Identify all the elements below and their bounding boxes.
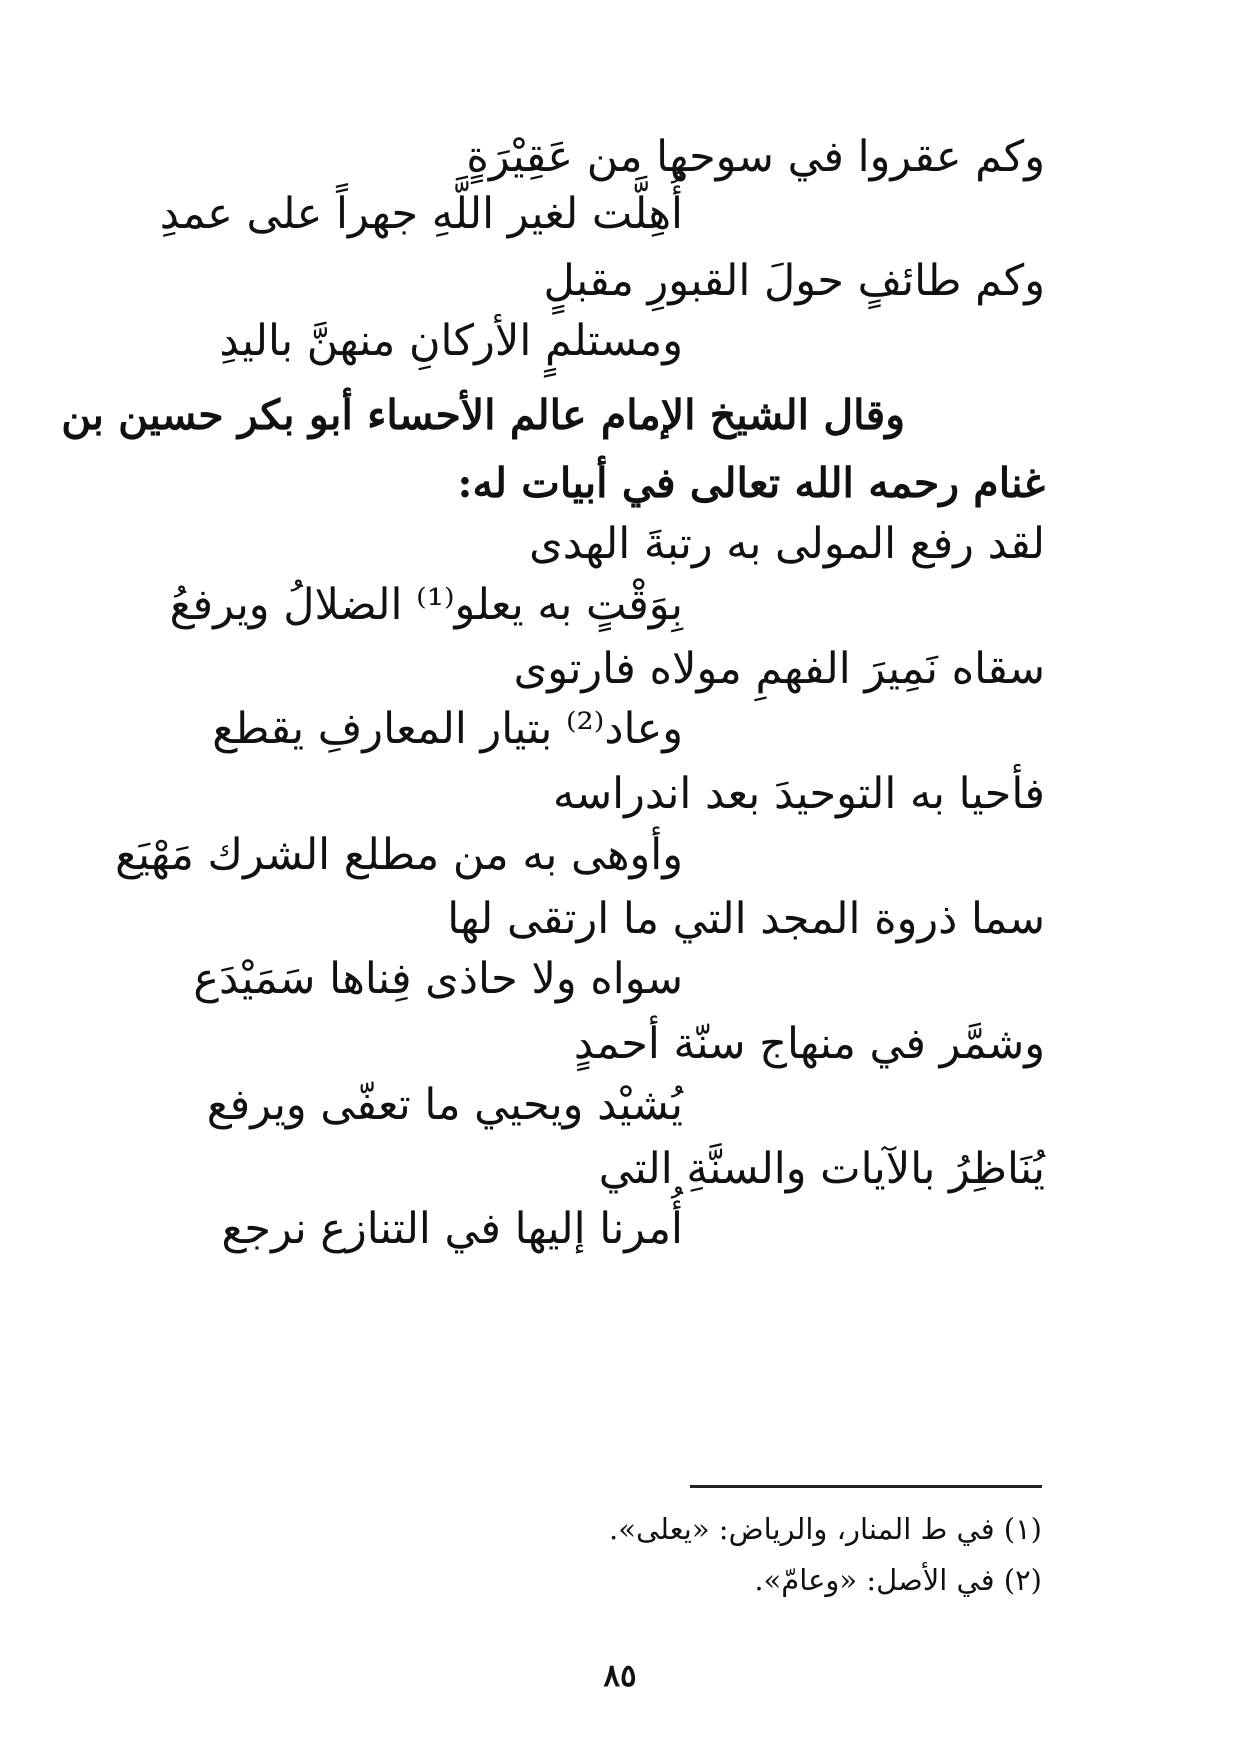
poem1-line-4: ومستلمٍ الأركانِ منهنَّ باليدِ	[219, 316, 683, 366]
prose-line-1: وقال الشيخ الإمام عالم الأحساء أبو بكر حسين بن	[61, 391, 905, 439]
poem2-line-11: يُنَاظِرُ بالآيات والسنَّةِ التي	[598, 1144, 1045, 1194]
poem2-line-9: وشمَّر في منهاج سنّة أحمدٍ	[573, 1019, 1045, 1069]
poem2-line-5: فأحيا به التوحيدَ بعد اندراسه	[553, 769, 1045, 819]
poem2-line-4: وعاد⁽²⁾ بتيار المعارفِ يقطع	[212, 704, 683, 754]
poem2-line-12: أُمرنا إليها في التنازع نرجع	[221, 1204, 683, 1254]
footnote-1: (١) في ط المنار، والرياض: «يعلى».	[609, 1512, 1042, 1546]
poem1-line-2: أُهِلَّت لغير اللَّهِ جهراً على عمدِ	[159, 189, 683, 239]
poem2-line-1: لقد رفع المولى به رتبةَ الهدى	[529, 519, 1045, 569]
footnote-2: (٢) في الأصل: «وعامّ».	[754, 1563, 1042, 1597]
page-number: ٨٥	[603, 1658, 637, 1694]
poem1-line-3: وكم طائفٍ حولَ القبورِ مقبلٍ	[543, 256, 1045, 306]
poem2-line-3: سقاه نَمِيرَ الفهمِ مولاه فارتوى	[513, 644, 1045, 694]
poem2-line-2: بِوَقْتٍ به يعلو⁽¹⁾ الضلالُ ويرفعُ	[169, 580, 683, 630]
poem2-line-7: سما ذروة المجد التي ما ارتقى لها	[447, 894, 1045, 944]
poem2-line-6: وأوهى به من مطلع الشرك مَهْيَع	[115, 830, 683, 880]
footnote-divider	[690, 1485, 1042, 1488]
poem1-line-1: وكم عقروا في سوحها من عَقِيْرَةٍ	[466, 132, 1045, 182]
prose-line-2: غنام رحمه الله تعالى في أبيات له:	[457, 459, 1045, 507]
poem2-line-8: سواه ولا حاذى فِناها سَمَيْدَع	[193, 954, 683, 1004]
poem2-line-10: يُشيْد ويحيي ما تعفّى ويرفع	[206, 1080, 683, 1130]
